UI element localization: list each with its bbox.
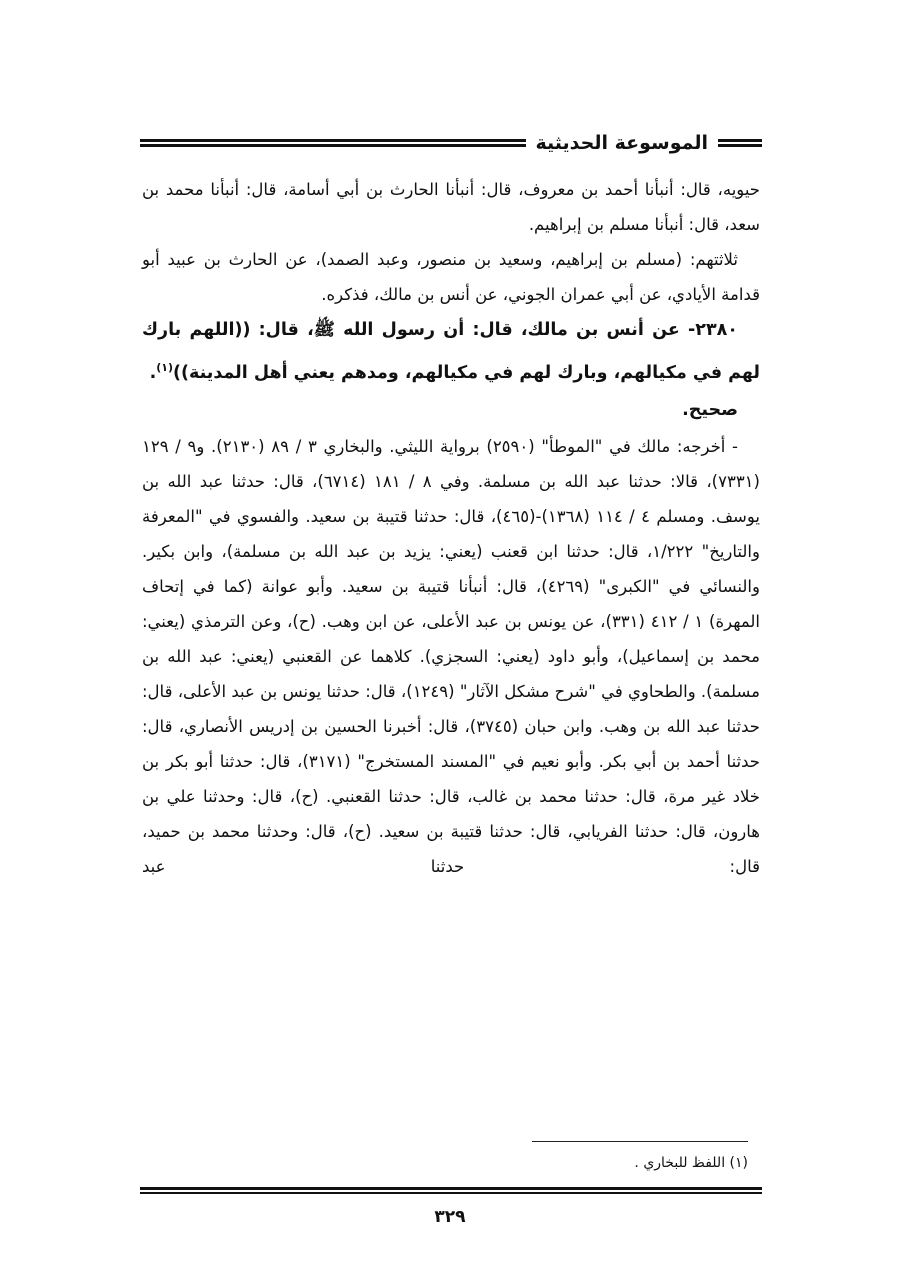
- hadith-grade: صحيح.: [682, 399, 738, 420]
- hadith-end: .: [149, 362, 157, 383]
- paragraph-2: ثلاثتهم: (مسلم بن إبراهيم، وسعيد بن منصور، وعبد الصمد)، عن الحارث بن عبيد أبو قدامة الأيادي، عن أبي عمران الجوني، عن أنس بن مالك، فذكره.: [142, 250, 760, 304]
- header-rule-left: [140, 139, 526, 147]
- footer-rule: [140, 1187, 762, 1194]
- page-header: [140, 128, 762, 158]
- hadith-body: ٢٣٨٠- عن أنس بن مالك، قال: أن رسول الله ﷺ، قال: ((اللهم بارك لهم في مكيالهم، وبارك لهم في مكيالهم، ومدهم يعني أهل المدينة)): [142, 320, 760, 383]
- paragraph-1: حيويه، قال: أنبأنا أحمد بن معروف، قال: أنبأنا الحارث بن أبي أسامة، قال: أنبأنا محمد بن سعد، قال: أنبأنا مسلم بن إبراهيم.: [142, 180, 760, 234]
- footnote: (١) اللفظ للبخاري .: [634, 1155, 748, 1171]
- page-body: [142, 172, 760, 884]
- footnote-separator: [532, 1141, 748, 1142]
- book-title: الموسوعة الحديثية: [535, 132, 708, 154]
- takhrij-paragraph: - أخرجه: مالك في "الموطأ" (٢٥٩٠) برواية الليثي. والبخاري ٣ / ٨٩ (٢١٣٠). و٩ / ١٢٩ (٧٣٣١)، قالا: حدثنا عبد الله بن مسلمة. وفي ٨ / ١٨١ (٦٧١٤)، قال: حدثنا عبد الله بن يوسف. ومسلم ٤ / ١١٤ (١٣٦٨)-(٤٦٥)، قال: حدثنا قتيبة بن سعيد. والفسوي في "المعرفة والتاريخ" ١/٢٢٢، قال: حدثنا ابن قعنب (يعني: يزيد بن عبد الله بن مسلمة)، وابن بكير. والنسائي في "الكبرى" (٤٢٦٩)، قال: أنبأنا قتيبة بن سعيد. وأبو عوانة (كما في إتحاف المهرة) ١ / ٤١٢ (٣٣١)، عن يونس بن عبد الأعلى، عن ابن وهب. (ح)، وعن الترمذي (يعني: محمد بن إسماعيل)، وأبو داود (يعني: السجزي). كلاهما عن القعنبي (يعني: عبد الله بن مسلمة). والطحاوي في "شرح مشكل الآثار" (١٢٤٩)، قال: حدثنا يونس بن عبد الأعلى، قال: حدثنا عبد الله بن وهب. وابن حبان (٣٧٤٥)، قال: أخبرنا الحسين بن إدريس الأنصاري، قال: حدثنا أحمد بن أبي بكر. وأبو نعيم في "المسند المستخرج" (٣١٧١)، قال: حدثنا أبو بكر بن خلاد غير مرة، قال: حدثنا محمد بن غالب، قال: حدثنا القعنبي. (ح)، قال: وحدثنا علي بن هارون، قال: حدثنا الفريابي، قال: حدثنا قتيبة بن سعيد. (ح)، قال: وحدثنا محمد بن حميد، قال: حدثنا عبد: [142, 436, 760, 876]
- header-rule-right: [718, 139, 762, 147]
- hadith-text: [142, 312, 760, 392]
- footnote-ref: (١): [156, 361, 173, 374]
- page-number: ٣٢٩: [434, 1207, 466, 1227]
